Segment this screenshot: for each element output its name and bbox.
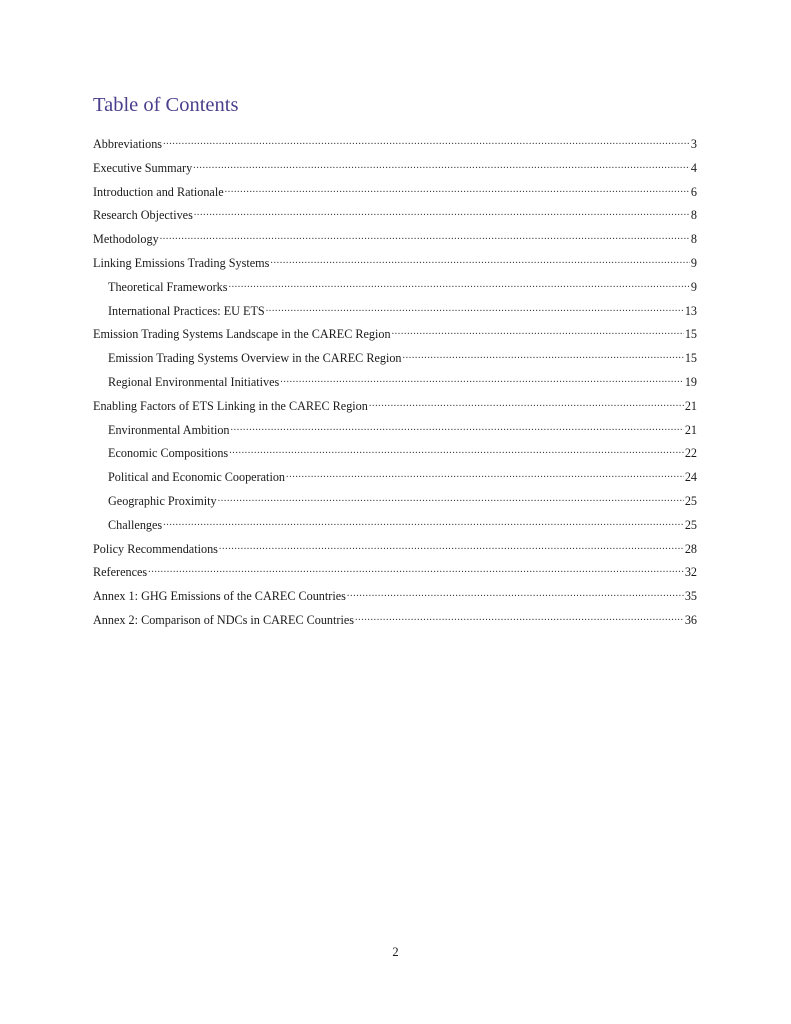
toc-entry[interactable] — [93, 350, 697, 374]
toc-entry[interactable] — [93, 541, 697, 565]
toc-entry-label: Emission Trading Systems Landscape in the CAREC Region — [93, 327, 391, 342]
toc-title: Table of Contents — [93, 94, 239, 116]
toc-list — [93, 136, 697, 636]
toc-entry-label: Linking Emissions Trading Systems — [93, 255, 270, 270]
toc-entry-page: 25 — [684, 493, 697, 508]
toc-leader — [160, 231, 690, 243]
toc-entry-page: 35 — [684, 589, 697, 604]
toc-leader — [369, 398, 684, 410]
toc-entry-page: 9 — [690, 279, 697, 294]
toc-entry-label: Executive Summary — [93, 160, 193, 175]
toc-entry-page: 8 — [690, 208, 697, 223]
toc-entry-label: Policy Recommendations — [93, 541, 218, 556]
toc-entry-label: Methodology — [93, 232, 159, 247]
toc-entry-page: 6 — [690, 184, 697, 199]
toc-entry[interactable] — [93, 493, 697, 517]
toc-entry-page: 15 — [684, 351, 697, 366]
toc-entry-label: Annex 2: Comparison of NDCs in CAREC Countries — [93, 612, 355, 627]
toc-entry[interactable] — [93, 564, 697, 588]
toc-leader — [218, 493, 684, 505]
toc-leader — [163, 136, 690, 148]
toc-entry-label: Regional Environmental Initiatives — [108, 374, 280, 389]
toc-entry-page: 22 — [684, 446, 697, 461]
toc-entry-label: Environmental Ambition — [108, 422, 230, 437]
toc-leader — [228, 279, 689, 291]
toc-entry[interactable] — [93, 469, 697, 493]
toc-entry[interactable] — [93, 326, 697, 350]
toc-entry-page: 9 — [690, 255, 697, 270]
toc-entry-label: Challenges — [108, 517, 163, 532]
toc-leader — [148, 564, 684, 576]
toc-entry[interactable] — [93, 517, 697, 541]
toc-entry-page: 3 — [690, 137, 697, 151]
toc-entry[interactable] — [93, 279, 697, 303]
toc-entry-page: 32 — [684, 565, 697, 580]
toc-entry-page: 19 — [684, 374, 697, 389]
toc-entry[interactable] — [93, 231, 697, 255]
toc-entry-page: 28 — [684, 541, 697, 556]
toc-entry-page: 36 — [684, 612, 697, 627]
toc-leader — [219, 541, 684, 553]
toc-leader — [286, 469, 684, 481]
toc-leader — [229, 445, 684, 457]
toc-entry-page: 24 — [684, 470, 697, 485]
toc-leader — [231, 422, 684, 434]
toc-entry[interactable] — [93, 398, 697, 422]
toc-entry-page: 4 — [690, 160, 697, 175]
toc-leader — [403, 350, 684, 362]
toc-entry-label: Introduction and Rationale — [93, 184, 224, 199]
toc-leader — [280, 374, 684, 386]
toc-entry[interactable] — [93, 255, 697, 279]
toc-leader — [270, 255, 689, 267]
toc-leader — [193, 160, 690, 172]
toc-entry-page: 8 — [690, 232, 697, 247]
toc-entry[interactable] — [93, 588, 697, 612]
toc-entry[interactable] — [93, 136, 697, 160]
toc-entry[interactable] — [93, 160, 697, 184]
toc-entry-label: References — [93, 565, 148, 580]
toc-leader — [225, 184, 690, 196]
toc-leader — [355, 612, 684, 624]
toc-entry-label: Annex 1: GHG Emissions of the CAREC Countries — [93, 589, 346, 604]
toc-entry-label: Geographic Proximity — [108, 493, 217, 508]
toc-entry-label: Emission Trading Systems Overview in the CAREC Region — [108, 351, 402, 366]
toc-entry-label: Political and Economic Cooperation — [108, 470, 286, 485]
toc-entry[interactable] — [93, 374, 697, 398]
toc-entry-label: International Practices: EU ETS — [108, 303, 265, 318]
toc-entry-page: 21 — [684, 398, 697, 413]
toc-entry-label: Enabling Factors of ETS Linking in the CAREC Region — [93, 398, 368, 413]
toc-entry[interactable] — [93, 445, 697, 469]
toc-entry-label: Economic Compositions — [108, 446, 229, 461]
toc-leader — [392, 326, 684, 338]
toc-entry-page: 13 — [684, 303, 697, 318]
toc-leader — [347, 588, 684, 600]
toc-entry-page: 15 — [684, 327, 697, 342]
toc-entry-page: 25 — [684, 517, 697, 532]
toc-leader — [163, 517, 684, 529]
toc-entry[interactable] — [93, 207, 697, 231]
toc-entry[interactable] — [93, 184, 697, 208]
toc-entry-page: 21 — [684, 422, 697, 437]
toc-entry[interactable] — [93, 612, 697, 636]
toc-entry-label: Theoretical Frameworks — [108, 279, 228, 294]
toc-entry[interactable] — [93, 303, 697, 327]
toc-entry-label: Abbreviations — [93, 137, 163, 151]
toc-entry-label: Research Objectives — [93, 208, 193, 223]
toc-leader — [194, 207, 690, 219]
toc-entry[interactable] — [93, 422, 697, 446]
toc-leader — [266, 303, 684, 315]
page-number: 2 — [392, 945, 399, 959]
